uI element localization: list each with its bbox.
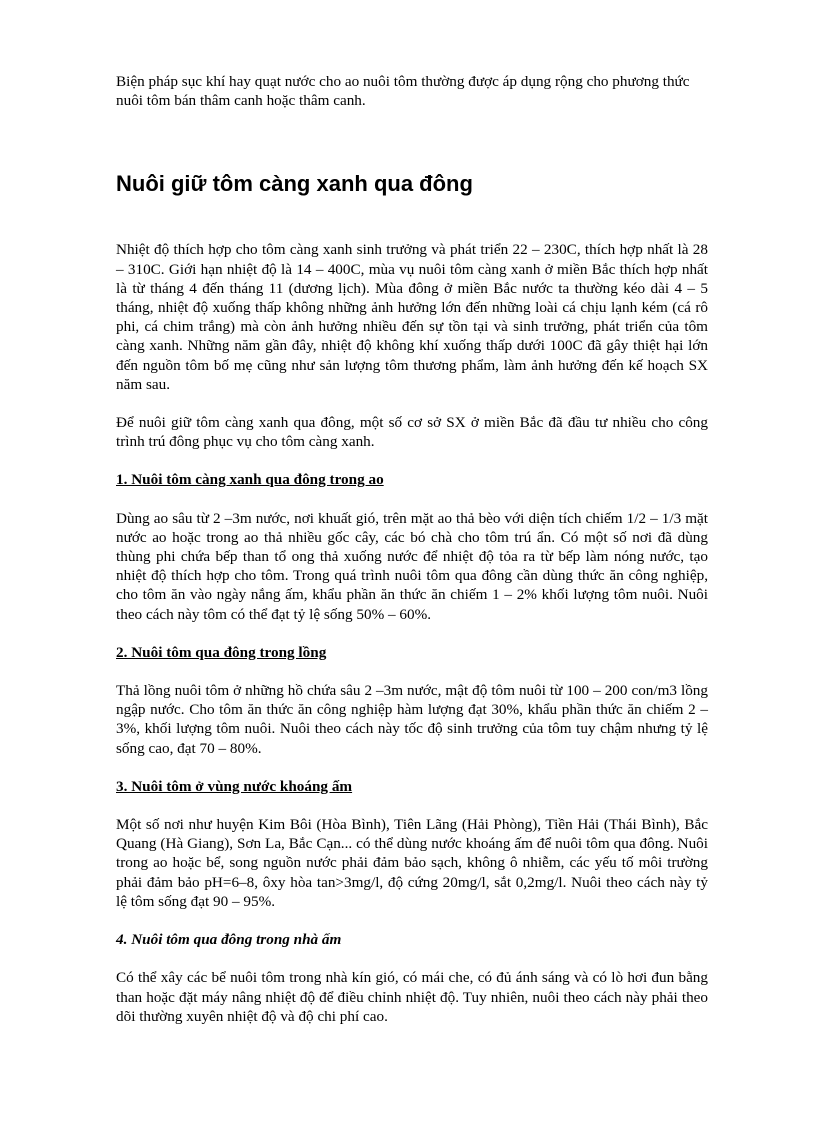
section-heading-pond: 1. Nuôi tôm càng xanh qua đông trong ao: [116, 471, 384, 489]
page-title: Nuôi giữ tôm càng xanh qua đông: [116, 171, 473, 197]
section-heading-warm-house: 4. Nuôi tôm qua đông trong nhà ấm: [116, 931, 342, 949]
section-heading-mineral-water: 3. Nuôi tôm ở vùng nước khoáng ấm: [116, 777, 353, 795]
body-paragraph-investment: Để nuôi giữ tôm càng xanh qua đông, một số cơ sở SX ở miền Bắc đã đầu tư nhiều cho công trình trú đông phục vụ cho tôm càng xanh.: [116, 414, 708, 451]
section-body-cage: Thả lồng nuôi tôm ở những hồ chứa sâu 2 –3m nước, mật độ tôm nuôi từ 100 – 200 con/m3 lồng ngập nước. Cho tôm ăn thức ăn công nghiệp hàm lượng đạt 30%, khẩu phần thức ăn chiếm 2 – 3%, khối lượng tôm nuôi. Nuôi theo cách này tốc độ sinh trưởng của tôm tuy chậm nhưng tỷ lệ sống cao, đạt 70 – 80%.: [116, 682, 708, 757]
section-body-warm-house: Có thể xây các bể nuôi tôm trong nhà kín gió, có mái che, có đủ ánh sáng và có lò hơi đun bằng than hoặc đặt máy nâng nhiệt độ để điều chỉnh nhiệt độ. Tuy nhiên, nuôi theo cách này phải theo dõi thường xuyên nhiệt độ và độ chi phí cao.: [116, 969, 708, 1025]
body-paragraph-temperature: Nhiệt độ thích hợp cho tôm càng xanh sinh trưởng và phát triển 22 – 230C, thích hợp nhất là 28 – 310C. Giới hạn nhiệt độ là 14 – 400C, mùa vụ nuôi tôm càng xanh ở miền Bắc thích hợp nhất là từ tháng 4 đến tháng 11 (dương lịch). Mùa đông ở miền Bắc nước ta thường kéo dài 4 – 5 tháng, nhiệt độ xuống thấp không những ảnh hưởng lớn đến những loài cá chịu lạnh kém (cá rô phi, cá chim trắng) mà còn ảnh hưởng nhiều đến sự tồn tại và sinh trưởng, phát triển của tôm càng xanh. Những năm gần đây, nhiệt độ không khí xuống thấp dưới 100C đã gây thiệt hại lớn đến nguồn tôm bố mẹ cũng như sản lượng tôm thương phẩm, làm ảnh hưởng đến kế hoạch SX năm sau.: [116, 241, 708, 393]
document-page: [116, 72, 708, 1026]
intro-paragraph: Biện pháp sục khí hay quạt nước cho ao nuôi tôm thường được áp dụng rộng cho phương thức nuôi tôm bán thâm canh hoặc thâm canh.: [116, 73, 690, 110]
section-heading-cage: 2. Nuôi tôm qua đông trong lồng: [116, 643, 327, 661]
section-body-pond: Dùng ao sâu từ 2 –3m nước, nơi khuất gió, trên mặt ao thả bèo với diện tích chiếm 1/2 – 1/3 mặt nước ao hoặc trong ao thả nhiều gốc cây, các bó chà cho tôm trú ẩn. Có một số nơi đã dùng thùng phi chứa bếp than tổ ong thả xuống nước để nhiệt độ tỏa ra từ bếp làm nóng nước, tạo nhiệt độ thích hợp cho tôm. Trong quá trình nuôi tôm qua đông cần dùng thức ăn công nghiệp, cho tôm ăn vào ngày nắng ấm, khẩu phần ăn thức ăn chiếm 1 – 2% khối lượng tôm nuôi. Nuôi theo cách này tôm có thể đạt tỷ lệ sống 50% – 60%.: [116, 509, 708, 623]
section-body-mineral-water: Một số nơi như huyện Kim Bôi (Hòa Bình), Tiên Lãng (Hải Phòng), Tiền Hải (Thái Bình), Bắc Quang (Hà Giang), Sơn La, Bắc Cạn... có thể dùng nước khoáng ấm để nuôi tôm qua đông. Nuôi trong ao hoặc bể, song nguồn nước phải đảm bảo sạch, không ô nhiễm, các yếu tố môi trường phải đảm bảo pH=6–8, ôxy hòa tan>3mg/l, độ cứng 20mg/l, sắt 0,2mg/l. Nuôi theo cách này tỷ lệ tôm sống đạt 90 – 95%.: [116, 816, 708, 910]
